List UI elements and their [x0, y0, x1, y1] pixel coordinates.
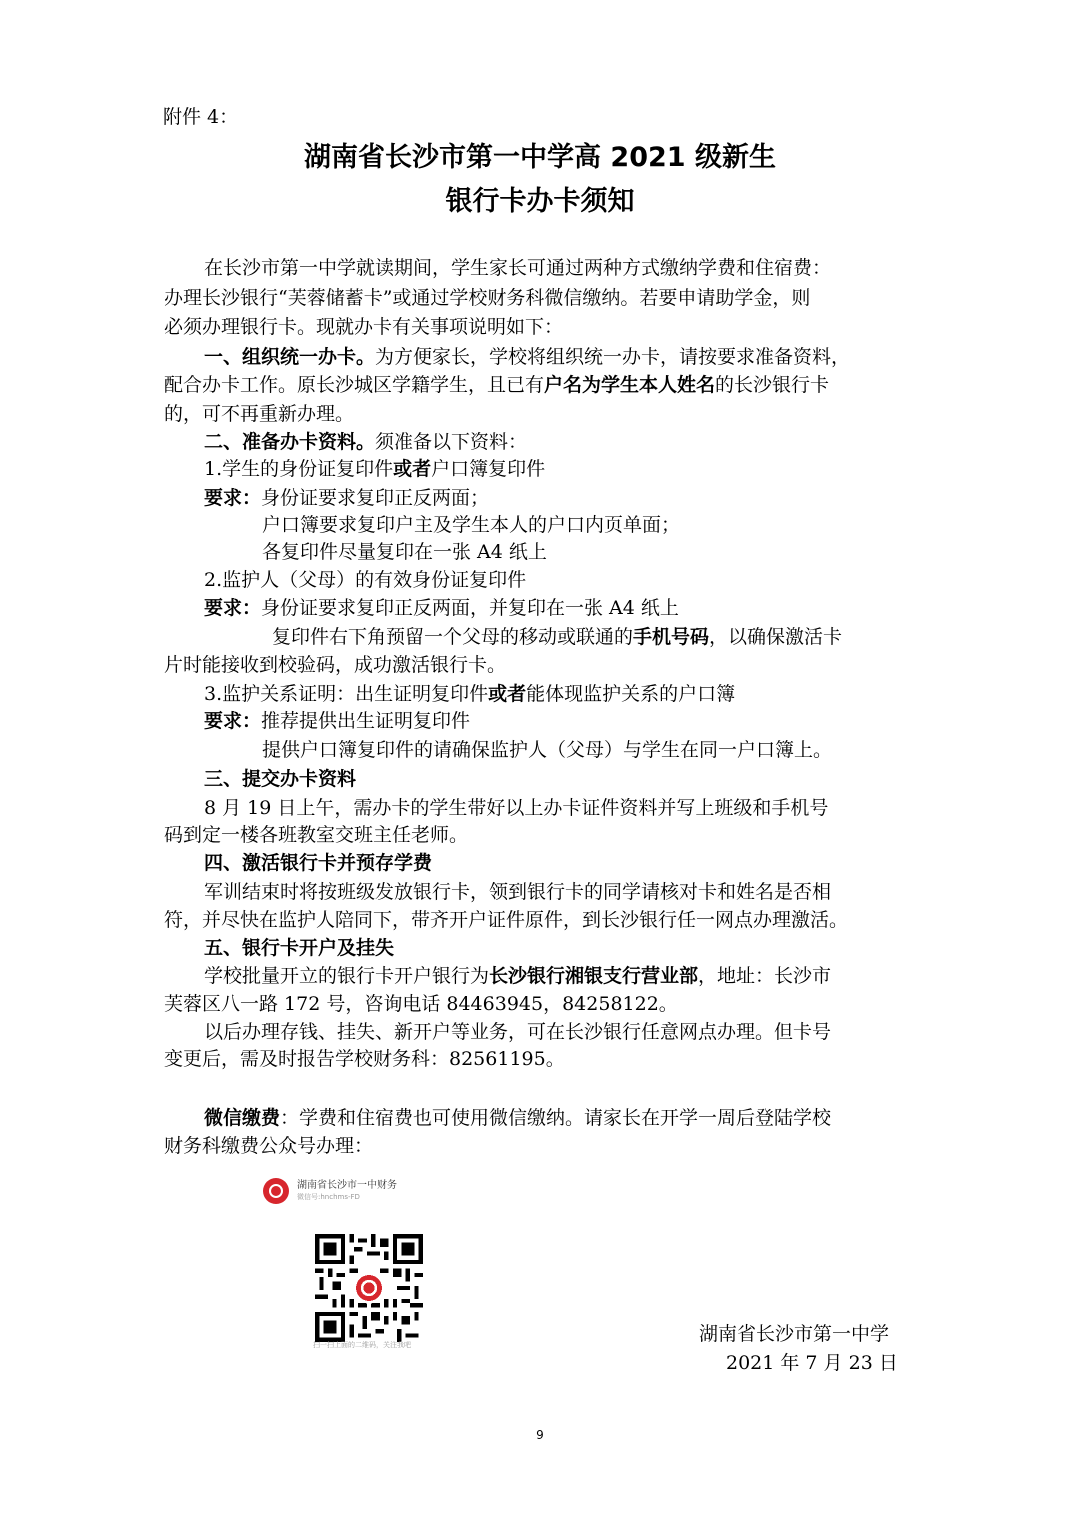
wechat-line-2: 财务科缴费公众号办理：: [164, 1135, 374, 1157]
section1-text: 为方便家长，学校将组织统一办卡，请按要求准备资料，: [375, 346, 851, 368]
signature-org: 湖南省长沙市第一中学: [699, 1323, 890, 1345]
section1-text-a: 配合办卡工作。原长沙城区学籍学生，且已有: [164, 374, 545, 396]
section2-line-1: [204, 428, 527, 457]
req3-line-1: [204, 707, 470, 736]
item3-emphasis: 或者: [488, 683, 527, 705]
section2-text: 须准备以下资料：: [375, 431, 528, 453]
section1-emphasis: 户名为学生本人姓名: [544, 374, 716, 396]
section5-line-1: [204, 962, 831, 991]
req2-text: 身份证要求复印正反两面，并复印在一张 A4 纸上: [261, 597, 679, 619]
wechat-account-card: [257, 1172, 437, 1352]
section2-item-1: [204, 455, 545, 484]
wechat-line-1: [204, 1104, 831, 1133]
req2-line-1: [204, 594, 679, 623]
req1-line-1: [204, 484, 489, 513]
section1-line-2: [164, 371, 829, 400]
page-number: 9: [536, 1428, 544, 1442]
section5-heading: 五、银行卡开户及挂失: [204, 937, 395, 959]
section2-item-2: 2.监护人（父母）的有效身份证复印件: [204, 569, 527, 591]
section4-heading: 四、激活银行卡并预存学费: [204, 852, 433, 874]
section5-text-a: 学校批量开立的银行卡开户银行为: [204, 965, 490, 987]
wechat-account-id: 微信号:hnchms-FD: [297, 1193, 360, 1201]
req1-text: 身份证要求复印正反两面；: [261, 487, 490, 509]
section2-heading: 二、准备办卡资料。: [204, 431, 376, 453]
req-label: 要求：: [204, 487, 262, 509]
intro-line-2: 办理长沙银行“芙蓉储蓄卡”或通过学校财务科微信缴纳。若要申请助学金，则: [164, 287, 811, 309]
section3-line-1: 8 月 19 日上午，需办卡的学生带好以上办卡证件资料并写上班级和手机号: [204, 797, 829, 819]
req-label: 要求：: [204, 597, 262, 619]
section5-text-b: ，地址：长沙市: [698, 965, 832, 987]
section5-line-2: 芙蓉区八一路 172 号，咨询电话 84463945，84258122。: [164, 993, 678, 1015]
section1-line-1: [204, 343, 850, 372]
section1-heading: 一、组织统一办卡。: [204, 346, 376, 368]
attachment-label: 附件 4：: [163, 106, 239, 128]
qr-caption: 扫一扫上面的二维码，关注我吧: [313, 1341, 411, 1349]
req2-line-2: [272, 623, 842, 652]
req3-text: 推荐提供出生证明复印件: [261, 710, 471, 732]
section5-line-4: 变更后，需及时报告学校财务科：82561195。: [164, 1048, 565, 1070]
wechat-text: ：学费和住宿费也可使用微信缴纳。请家长在开学一周后登陆学校: [280, 1107, 832, 1129]
title-line-1: 湖南省长沙市第一中学高 2021 级新生: [304, 142, 776, 173]
req2-line-3: 片时能接收到校验码，成功激活银行卡。: [164, 654, 507, 676]
section4-line-2: 符，并尽快在监护人陪同下，带齐开户证件原件，到长沙银行任一网点办理激活。: [164, 909, 849, 931]
req2-emphasis: 手机号码: [633, 626, 710, 648]
req-label: 要求：: [204, 710, 262, 732]
intro-line-3: 必须办理银行卡。现就办卡有关事项说明如下：: [164, 316, 564, 338]
item1-text-a: 1.学生的身份证复印件: [204, 458, 394, 480]
intro-line-1: 在长沙市第一中学就读期间，学生家长可通过两种方式缴纳学费和住宿费：: [204, 257, 832, 279]
section1-line-3: 的，可不再重新办理。: [164, 403, 355, 425]
school-seal-icon: [263, 1178, 289, 1204]
req1-line-3: 各复印件尽量复印在一张 A4 纸上: [262, 541, 547, 563]
item3-text-b: 能体现监护关系的户口簿: [526, 683, 736, 705]
bank-branch-name: 长沙银行湘银支行营业部: [489, 965, 699, 987]
wechat-label: 微信缴费: [204, 1107, 281, 1129]
req1-line-2: 户口簿要求复印户主及学生本人的户口内页单面；: [262, 514, 681, 536]
qr-code-icon[interactable]: [315, 1234, 423, 1342]
section3-heading: 三、提交办卡资料: [204, 768, 357, 790]
item3-text-a: 3.监护关系证明：出生证明复印件: [204, 683, 489, 705]
item1-text-b: 户口簿复印件: [431, 458, 546, 480]
item1-emphasis: 或者: [393, 458, 432, 480]
section3-line-2: 码到定一楼各班教室交班主任老师。: [164, 824, 469, 846]
req2-text-b: ，以确保激活卡: [709, 626, 843, 648]
title-line-2: 银行卡办卡须知: [445, 186, 635, 217]
section4-line-1: 军训结束时将按班级发放银行卡，领到银行卡的同学请核对卡和姓名是否相: [204, 881, 832, 903]
req2-text-a: 复印件右下角预留一个父母的移动或联通的: [272, 626, 634, 648]
wechat-account-name: 湖南省长沙市一中财务: [297, 1180, 397, 1191]
req3-line-2: 提供户口簿复印件的请确保监护人（父母）与学生在同一户口簿上。: [262, 739, 833, 761]
section5-line-3: 以后办理存钱、挂失、新开户等业务，可在长沙银行任意网点办理。但卡号: [204, 1021, 832, 1043]
signature-date: 2021 年 7 月 23 日: [726, 1352, 898, 1374]
section1-text-b: 的长沙银行卡: [715, 374, 830, 396]
section2-item-3: [204, 680, 735, 709]
